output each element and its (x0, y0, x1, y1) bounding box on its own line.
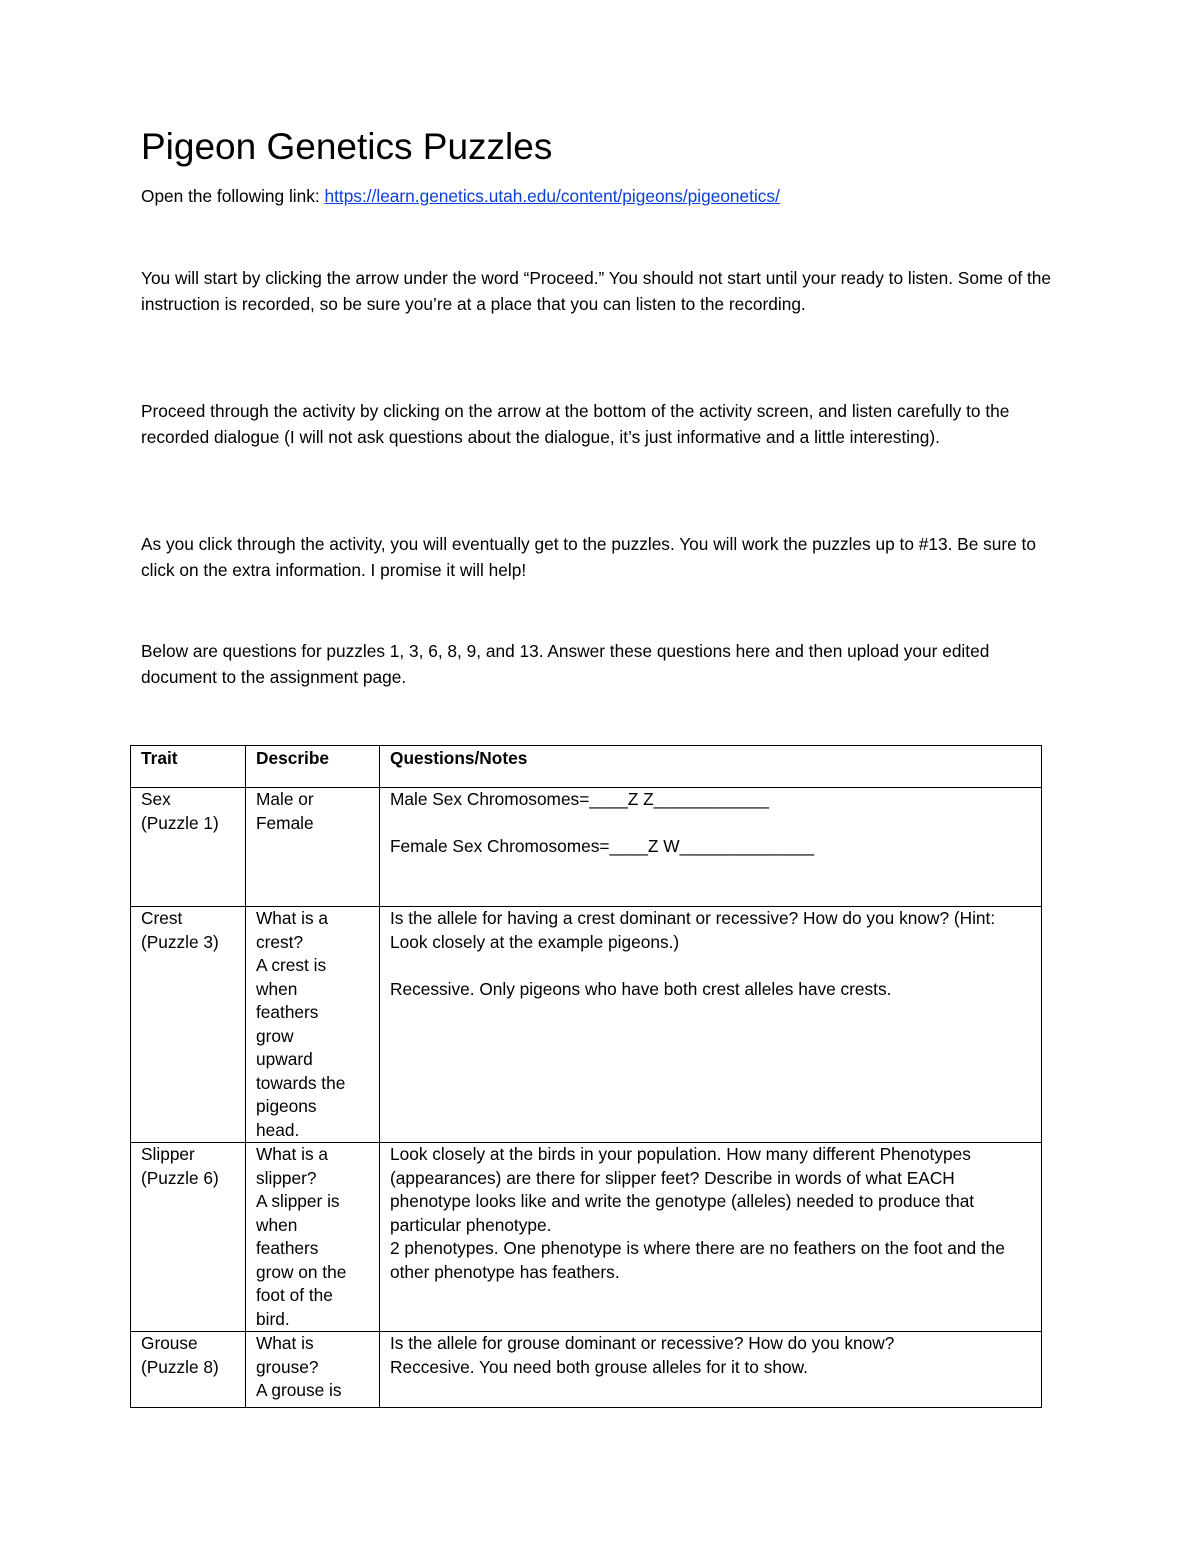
describe-line: towards the (256, 1072, 346, 1093)
trait-name: Slipper (141, 1144, 195, 1164)
traits-table (130, 745, 1042, 1408)
describe-cell (246, 1143, 380, 1332)
describe-line: foot of the (256, 1285, 333, 1305)
trait-puzzle: (Puzzle 6) (141, 1167, 219, 1188)
trait-cell (131, 1143, 246, 1332)
trait-name: Grouse (141, 1333, 198, 1353)
table-row (131, 1143, 1042, 1332)
describe-line: Female (256, 812, 314, 833)
describe-cell (246, 907, 380, 1143)
describe-line: head. (256, 1119, 300, 1140)
table-header-row (131, 746, 1042, 788)
trait-cell (131, 788, 246, 907)
question-text: Male Sex Chromosomes=____Z Z____________ (390, 789, 769, 809)
answer-text: Reccesive. You need both grouse alleles for it to show. (390, 1356, 808, 1377)
intro-prefix: Open the following link: (141, 186, 325, 206)
trait-cell (131, 907, 246, 1143)
document-title: Pigeon Genetics Puzzles (141, 126, 553, 167)
table-row (131, 788, 1042, 907)
paragraph-questions-instructions: Below are questions for puzzles 1, 3, 6, 8, 9, and 13. Answer these questions here and then upload your edited document to the assignment page. (141, 641, 990, 687)
question-text: Female Sex Chromosomes=____Z W______________ (390, 836, 815, 856)
describe-line: crest? (256, 931, 304, 952)
describe-line: A crest is (256, 955, 327, 975)
describe-cell (246, 1332, 380, 1408)
describe-line: pigeons (256, 1096, 317, 1116)
describe-line: feathers (256, 1238, 319, 1258)
describe-line: bird. (256, 1308, 290, 1329)
trait-name: Sex (141, 789, 171, 809)
header-trait: Trait (131, 746, 246, 788)
answer-text: Recessive. Only pigeons who have both crest alleles have crests. (390, 978, 892, 999)
trait-puzzle: (Puzzle 8) (141, 1356, 219, 1377)
describe-line: upward (256, 1049, 313, 1069)
questions-cell[interactable] (380, 1143, 1042, 1332)
describe-line: feathers (256, 1002, 319, 1022)
describe-line: A grouse is (256, 1380, 342, 1400)
header-questions: Questions/Notes (380, 746, 1042, 788)
describe-line: when (256, 978, 298, 999)
paragraph-proceed-instructions: Proceed through the activity by clicking on the arrow at the bottom of the activity screen, and listen carefully to the recorded dialogue (I will not ask questions about the dialogue, it’s just informative and a little interesting). (141, 401, 1010, 447)
paragraph-start-instructions: You will start by clicking the arrow under the word “Proceed.” You should not start until your ready to listen. Some of the instruction is recorded, so be sure you’re at a place that you can listen to the recording. (141, 268, 1051, 314)
paragraph-puzzle-instructions: As you click through the activity, you will eventually get to the puzzles. You will work the puzzles up to #13. Be sure to click on the extra information. I promise it will help! (141, 534, 1036, 580)
describe-line: What is a (256, 1144, 329, 1164)
describe-line: Male or (256, 789, 314, 809)
describe-line: when (256, 1214, 298, 1235)
question-text: Is the allele for grouse dominant or recessive? How do you know? (390, 1333, 895, 1353)
questions-cell[interactable] (380, 1332, 1042, 1408)
table-row (131, 907, 1042, 1143)
questions-cell[interactable] (380, 788, 1042, 907)
answer-text: 2 phenotypes. One phenotype is where there are no feathers on the foot and the other phenotype has feathers. (390, 1238, 1005, 1282)
describe-line: What is a (256, 908, 329, 928)
questions-cell[interactable] (380, 907, 1042, 1143)
describe-cell (246, 788, 380, 907)
question-text: Is the allele for having a crest dominant or recessive? How do you know? (Hint: Look closely at the example pigeons.) (390, 908, 996, 952)
header-describe: Describe (246, 746, 380, 788)
trait-puzzle: (Puzzle 1) (141, 812, 219, 833)
trait-name: Crest (141, 908, 183, 928)
describe-line: A slipper is (256, 1191, 340, 1211)
trait-puzzle: (Puzzle 3) (141, 931, 219, 952)
question-text: Look closely at the birds in your population. How many different Phenotypes (appearances) are there for slipper feet? Describe in words of what EACH phenotype looks like and write the genotype (alleles) needed to produce that particular phenotype. (390, 1144, 975, 1235)
intro-line (141, 184, 1056, 210)
activity-link[interactable]: https://learn.genetics.utah.edu/content/pigeons/pigeonetics/ (324, 186, 780, 206)
table-row (131, 1332, 1042, 1408)
describe-line: grow (256, 1025, 294, 1046)
describe-line: What is (256, 1333, 314, 1353)
describe-line: grouse? (256, 1356, 319, 1377)
describe-line: slipper? (256, 1167, 317, 1188)
trait-cell (131, 1332, 246, 1408)
describe-line: grow on the (256, 1261, 347, 1282)
